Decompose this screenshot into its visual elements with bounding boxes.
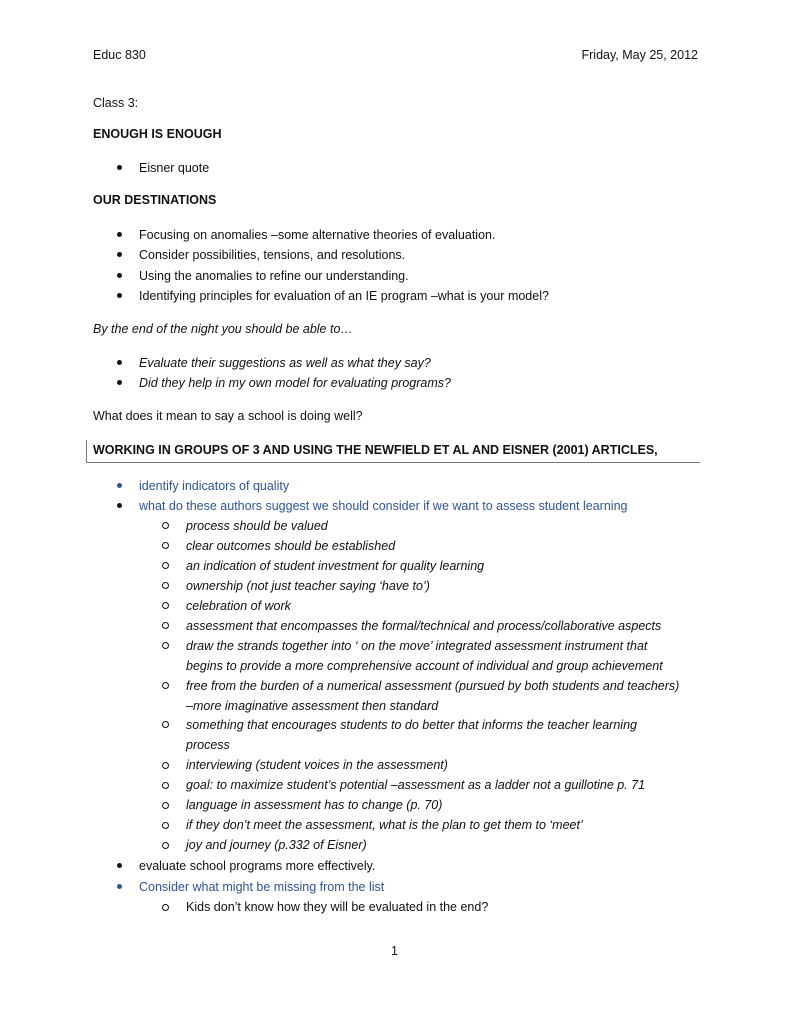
sub-bullet: [162, 782, 169, 789]
list-item: Focusing on anomalies –some alternative theories of evaluation.: [139, 228, 496, 242]
list-item: Identifying principles for evaluation of an IE program –what is your model?: [139, 289, 549, 303]
bullet: [117, 503, 122, 508]
question-text: What does it mean to say a school is doing well?: [93, 409, 363, 423]
sub-bullet: [162, 622, 169, 629]
intro-italic: By the end of the night you should be able to…: [93, 322, 353, 336]
bullet: [117, 293, 122, 298]
sub-item: language in assessment has to change (p. 70): [186, 798, 443, 812]
sub-item: goal: to maximize student’s potential –assessment as a ladder not a guillotine p. 71: [186, 778, 646, 792]
sub-item-continuation: process: [186, 738, 230, 752]
sub-item: if they don’t meet the assessment, what is the plan to get them to ‘meet’: [186, 818, 583, 832]
sub-bullet: [162, 522, 169, 529]
sub-item-continuation: begins to provide a more comprehensive account of individual and group achievement: [186, 659, 663, 673]
sub-item: Kids don’t know how they will be evaluated in the end?: [186, 900, 489, 914]
sub-bullet: [162, 582, 169, 589]
sub-bullet: [162, 602, 169, 609]
list-item: what do these authors suggest we should consider if we want to assess student learning: [139, 499, 628, 513]
sub-bullet: [162, 762, 169, 769]
sub-item: ownership (not just teacher saying ‘have to’): [186, 579, 430, 593]
sub-item: process should be valued: [186, 519, 328, 533]
section-heading-destinations: OUR DESTINATIONS: [93, 193, 217, 207]
sub-item: celebration of work: [186, 599, 291, 613]
sub-bullet: [162, 822, 169, 829]
sub-item: an indication of student investment for quality learning: [186, 559, 485, 573]
sub-item-continuation: –more imaginative assessment then standard: [186, 699, 439, 713]
header-course: Educ 830: [93, 48, 146, 62]
sub-item: assessment that encompasses the formal/technical and process/collaborative aspects: [186, 619, 662, 633]
list-item: Did they help in my own model for evaluating programs?: [139, 376, 451, 390]
page-number: 1: [391, 944, 398, 958]
list-item: Eisner quote: [139, 161, 210, 175]
sub-item: interviewing (student voices in the assessment): [186, 758, 448, 772]
bullet: [117, 380, 122, 385]
bullet: [117, 863, 122, 868]
sub-bullet: [162, 642, 169, 649]
bullet: [117, 884, 122, 889]
bullet: [117, 273, 122, 278]
bullet: [117, 360, 122, 365]
sub-bullet: [162, 562, 169, 569]
sub-bullet: [162, 682, 169, 689]
sub-bullet: [162, 842, 169, 849]
sub-bullet: [162, 542, 169, 549]
list-item: Using the anomalies to refine our understanding.: [139, 269, 409, 283]
sub-item: free from the burden of a numerical assessment (pursued by both students and teachers): [186, 679, 680, 693]
sub-bullet: [162, 721, 169, 728]
sub-item: clear outcomes should be established: [186, 539, 396, 553]
class-label: Class 3:: [93, 96, 139, 110]
bullet: [117, 165, 122, 170]
sub-bullet: [162, 904, 169, 911]
groups-heading: WORKING IN GROUPS OF 3 AND USING THE NEWFIELD ET AL AND EISNER (2001) ARTICLES,: [93, 443, 658, 457]
sub-bullet: [162, 802, 169, 809]
sub-item: joy and journey (p.332 of Eisner): [186, 838, 367, 852]
bullet: [117, 483, 122, 488]
list-item: Evaluate their suggestions as well as what they say?: [139, 356, 431, 370]
bullet: [117, 232, 122, 237]
sub-item: something that encourages students to do better that informs the teacher learning: [186, 718, 637, 732]
section-heading-enough: ENOUGH IS ENOUGH: [93, 127, 222, 141]
header-date: Friday, May 25, 2012: [581, 48, 698, 62]
sub-item: draw the strands together into ‘ on the move’ integrated assessment instrument that: [186, 639, 648, 653]
bullet: [117, 252, 122, 257]
list-item: evaluate school programs more effectively.: [139, 859, 376, 873]
list-item: identify indicators of quality: [139, 479, 290, 493]
list-item: Consider possibilities, tensions, and resolutions.: [139, 248, 406, 262]
list-item: Consider what might be missing from the list: [139, 880, 385, 894]
